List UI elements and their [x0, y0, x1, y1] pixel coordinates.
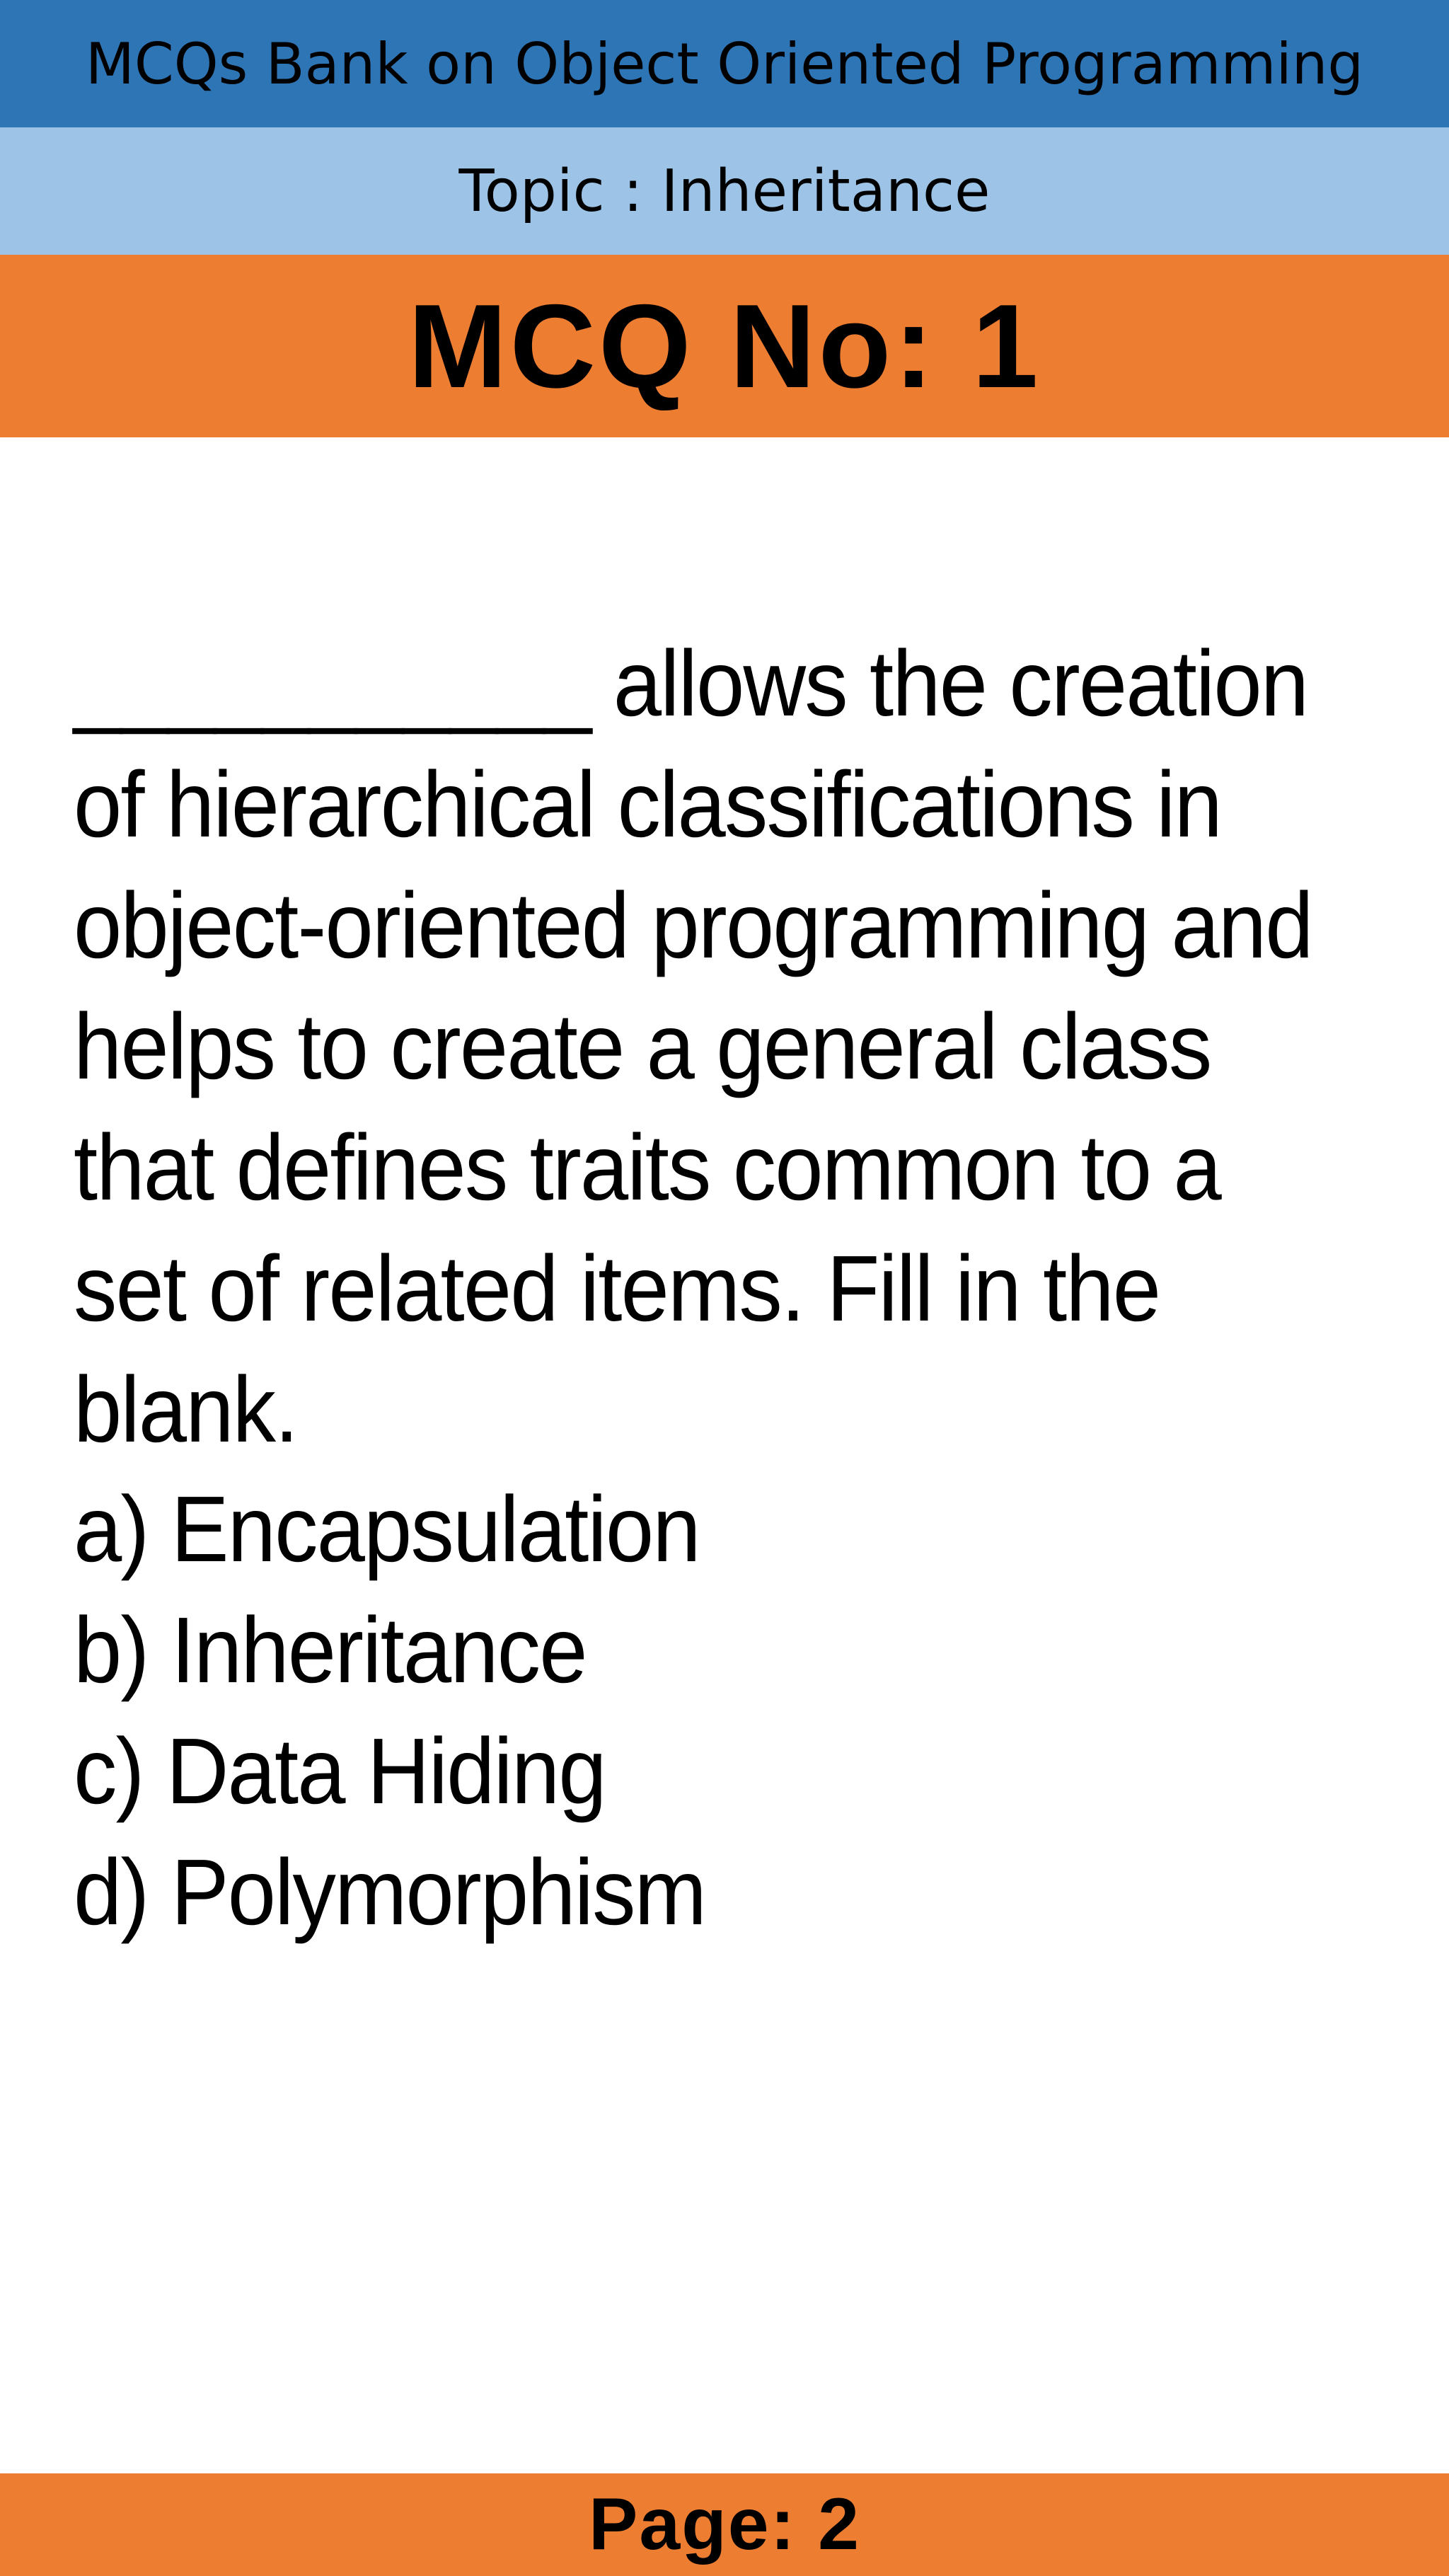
bank-title-text: MCQs Bank on Object Oriented Programming — [85, 30, 1364, 97]
page-number-label: Page: 2 — [589, 2483, 860, 2565]
page-footer — [0, 2473, 1449, 2576]
topic-bar — [0, 127, 1449, 255]
option-c: c) Data Hiding — [74, 1719, 606, 1823]
mcq-number-label: MCQ No: 1 — [408, 279, 1041, 413]
topic-label: Topic : Inheritance — [458, 157, 991, 225]
question-text: ___________ allows the creation of hierarchical classifications in object-oriented programming and helps to create a general class that defines traits common to a set of related items. Fill in the blank. — [74, 631, 1312, 1461]
option-a: a) Encapsulation — [74, 1477, 700, 1581]
answer-options — [74, 1468, 1258, 1953]
option-d: d) Polymorphism — [74, 1840, 706, 1944]
mcq-number-bar — [0, 255, 1449, 437]
option-b: b) Inheritance — [74, 1598, 587, 1702]
bank-title — [0, 0, 1449, 127]
